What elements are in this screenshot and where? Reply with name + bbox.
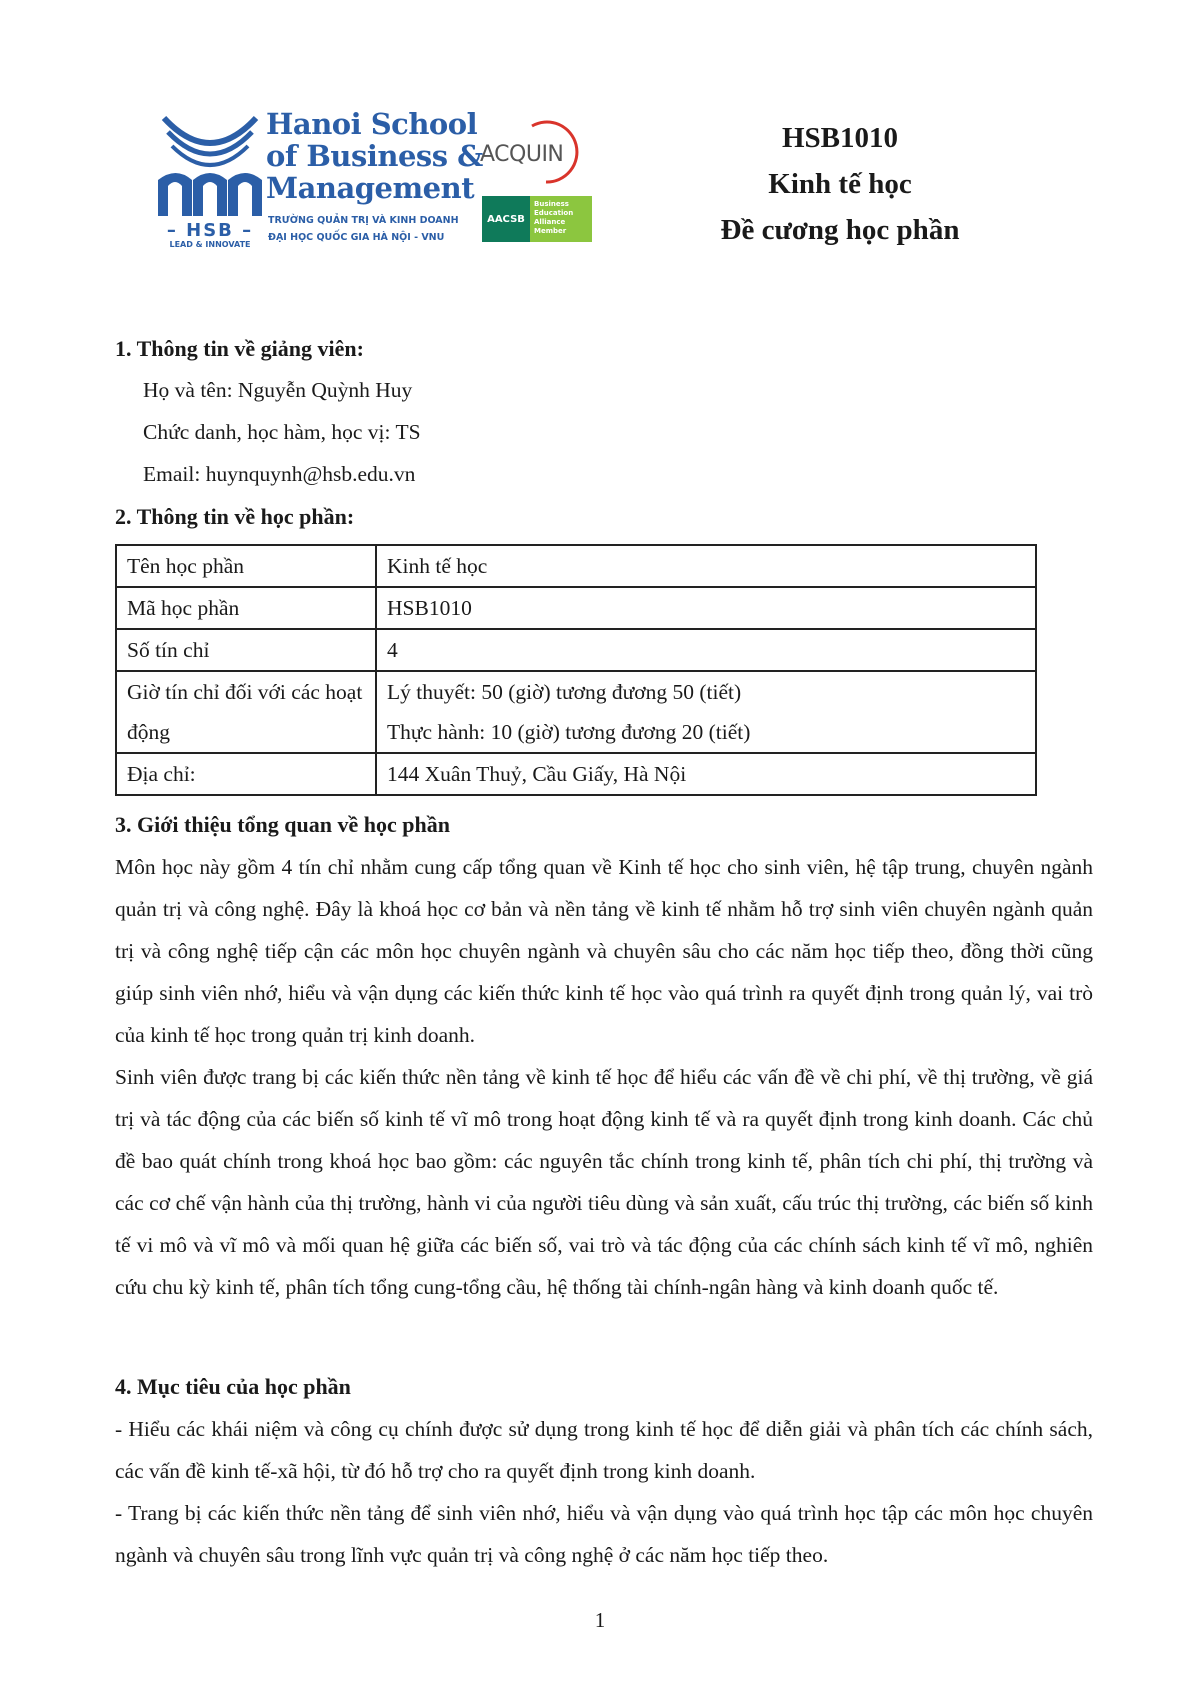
- table-row: [116, 753, 1036, 795]
- table-value-cell: 144 Xuân Thuỷ, Cầu Giấy, Hà Nội: [376, 753, 1036, 795]
- hsb-mark-label: – HSB –: [166, 220, 254, 241]
- document-type: Đề cương học phần: [720, 214, 960, 246]
- course-code: HSB1010: [781, 122, 899, 154]
- table-label-cell: Số tín chỉ: [116, 629, 376, 671]
- hsb-sub-line: ĐẠI HỌC QUỐC GIA HÀ NỘI - VNU: [268, 232, 445, 243]
- aacsb-member-line: Alliance: [534, 218, 566, 226]
- table-label-cell: Địa chỉ:: [116, 753, 376, 795]
- table-label-cell: Mã học phần: [116, 587, 376, 629]
- section-3-paragraph: Môn học này gồm 4 tín chỉ nhằm cung cấp tổng quan về Kinh tế học cho sinh viên, hệ tập trung, chuyên ngành quản trị và công nghệ. Đây là khoá học cơ bản và nền tảng về kinh tế nhằm hỗ trợ sinh viên chuyên ngành quản trị và công nghệ tiếp cận các môn học chuyên ngành và chuyên sâu cho các năm học tiếp theo, đồng thời cũng giúp sinh viên nhớ, hiểu và vận dụng các kiến thức kinh tế học vào quá trình ra quyết định trong quản lý, vai trò của kinh tế học trong quản trị kinh doanh.: [115, 855, 1093, 1047]
- section-1-heading: 1. Thông tin về giảng viên:: [115, 336, 364, 361]
- table-label-cell: Tên học phần: [116, 545, 376, 587]
- table-value-cell: HSB1010: [376, 587, 1036, 629]
- hsb-mark-tagline: LEAD & INNOVATE: [169, 240, 251, 249]
- table-row: [116, 629, 1036, 671]
- hsb-emblem-caption: [158, 222, 262, 250]
- table-value-line: Thực hành: 10 (giờ) tương đương 20 (tiết): [387, 720, 751, 744]
- table-row: [116, 671, 1036, 753]
- aacsb-member-text: [530, 196, 592, 242]
- section-4-paragraph: - Trang bị các kiến thức nền tảng để sinh viên nhớ, hiểu và vận dụng vào quá trình học tập các môn học chuyên ngành và chuyên sâu trong lĩnh vực quản trị và công nghệ ở các năm học tiếp theo.: [115, 1501, 1093, 1567]
- aacsb-label: AACSB: [482, 196, 530, 242]
- aacsb-member-line: Business: [534, 200, 569, 208]
- acquin-label: ACQUIN: [480, 142, 564, 167]
- document-title-block: [660, 115, 1020, 253]
- hsb-name-line: of Business &: [266, 139, 483, 173]
- aacsb-member-line: Education: [534, 209, 574, 217]
- acquin-logo: [480, 120, 600, 186]
- aacsb-logo: [482, 196, 592, 242]
- course-info-table: [115, 544, 1037, 796]
- hsb-name-line: Hanoi School: [266, 107, 478, 141]
- lecturer-name: Họ và tên: Nguyễn Quỳnh Huy: [143, 378, 413, 402]
- course-name: Kinh tế học: [768, 168, 912, 200]
- table-label-cell: Giờ tín chỉ đối với các hoạt động: [116, 671, 376, 753]
- table-row: [116, 545, 1036, 587]
- table-row: [116, 587, 1036, 629]
- page-number: 1: [594, 1608, 606, 1632]
- hsb-school-name: [266, 107, 483, 205]
- hsb-subtitle: [268, 212, 459, 246]
- aacsb-member-line: Member: [534, 227, 567, 235]
- section-2-heading: 2. Thông tin về học phần:: [115, 504, 355, 529]
- table-value-line: Lý thuyết: 50 (giờ) tương đương 50 (tiết): [387, 680, 742, 704]
- hsb-name-line: Management: [266, 171, 475, 205]
- table-value-cell: 4: [376, 629, 1036, 671]
- section-3-paragraph: Sinh viên được trang bị các kiến thức nền tảng về kinh tế học để hiểu các vấn đề về chi phí, về thị trường, về giá trị và tác động của các biến số kinh tế vĩ mô trong hoạt động kinh tế và ra quyết định trong kinh doanh. Các chủ đề bao quát chính trong khoá học bao gồm: các nguyên tắc chính trong kinh tế, phân tích chi phí, thị trường và các cơ chế vận hành của thị trường, hành vi của người tiêu dùng và sản xuất, cấu trúc thị trường, các biến số kinh tế vi mô và vĩ mô và mối quan hệ giữa các biến số, vai trò và tác động của các chính sách kinh tế vĩ mô, nghiên cứu chu kỳ kinh tế, phân tích tổng cung-tổng cầu, hệ thống tài chính-ngân hàng và kinh doanh quốc tế.: [115, 1065, 1093, 1299]
- section-4-paragraph: - Hiểu các khái niệm và công cụ chính được sử dụng trong kinh tế học để diễn giải và phân tích các chính sách, các vấn đề kinh tế-xã hội, từ đó hỗ trợ cho ra quyết định trong kinh doanh.: [115, 1417, 1093, 1483]
- hsb-sub-line: TRƯỜNG QUẢN TRỊ VÀ KINH DOANH: [268, 215, 459, 226]
- section-3-heading: 3. Giới thiệu tổng quan về học phần: [115, 812, 450, 837]
- table-value-cell: Kinh tế học: [376, 545, 1036, 587]
- section-4-heading: 4. Mục tiêu của học phần: [115, 1374, 351, 1399]
- lecturer-email: Email: huynquynh@hsb.edu.vn: [143, 462, 416, 486]
- lecturer-title: Chức danh, học hàm, học vị: TS: [143, 420, 421, 444]
- table-value-cell: [376, 671, 1036, 753]
